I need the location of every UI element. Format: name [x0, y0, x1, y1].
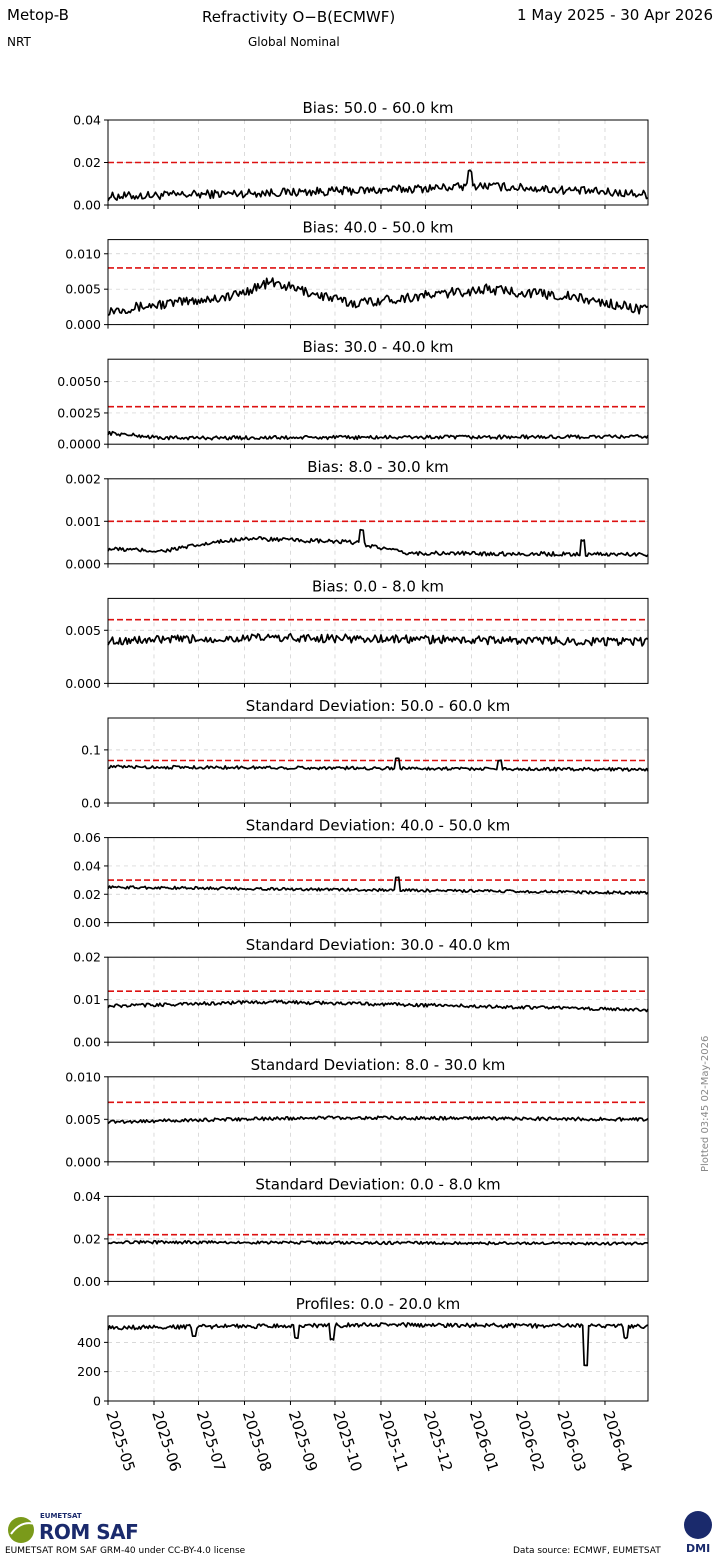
series-line-8	[108, 1116, 648, 1123]
plotted-timestamp: Plotted 03:45 02-May-2026	[700, 1035, 711, 1172]
logo-romsaf-text: ROM SAF	[39, 1520, 139, 1544]
y-tick-label: 0.04	[73, 1188, 101, 1204]
series-line-9	[108, 1241, 648, 1245]
y-tick-label: 0.0025	[57, 405, 101, 421]
y-tick-label: 0.0000	[57, 436, 101, 452]
x-tick-label: 2026-04	[599, 1408, 636, 1474]
date-range: 1 May 2025 - 30 Apr 2026	[517, 6, 713, 24]
y-tick-label: 0.02	[73, 155, 101, 170]
x-tick-label: 2026-01	[465, 1408, 503, 1474]
mode-label: NRT	[7, 35, 31, 49]
panel-frame-2	[108, 359, 648, 444]
x-tick-label: 2025-08	[238, 1408, 276, 1474]
y-tick-label: 0.02	[73, 949, 101, 965]
subtitle: Global Nominal	[248, 35, 340, 49]
y-tick-label: 0.010	[65, 246, 101, 262]
y-tick-label: 0.02	[73, 1231, 101, 1247]
logo-eumetsat-text: EUMETSAT	[40, 1512, 82, 1520]
dmi-crown-icon	[684, 1511, 712, 1539]
y-tick-label: 0.005	[65, 281, 101, 297]
y-tick-label: 0.005	[65, 622, 101, 638]
y-tick-label: 0.00	[73, 915, 101, 931]
y-tick-label: 0.01	[73, 992, 101, 1008]
x-tick-label: 2026-03	[553, 1408, 590, 1474]
y-tick-label: 0.010	[65, 1069, 101, 1085]
panel-title-6: Standard Deviation: 40.0 - 50.0 km	[245, 816, 511, 835]
y-tick-label: 0.0050	[57, 374, 101, 390]
license-text: EUMETSAT ROM SAF GRM-40 under CC-BY-4.0 license	[5, 1546, 246, 1556]
panel-title-4: Bias: 0.0 - 8.0 km	[311, 577, 445, 596]
panel-title-10: Profiles: 0.0 - 20.0 km	[295, 1295, 461, 1313]
x-tick-label: 2025-05	[102, 1408, 139, 1474]
series-line-3	[108, 530, 648, 557]
y-tick-label: 200	[77, 1364, 101, 1380]
y-tick-label: 0.002	[65, 471, 101, 487]
x-tick-label: 2025-06	[148, 1408, 185, 1474]
parameter-title: Refractivity O−B(ECMWF)	[202, 8, 396, 26]
y-tick-label: 0.000	[65, 317, 101, 333]
y-tick-label: 0.1	[81, 742, 101, 758]
x-tick-label: 2025-07	[192, 1408, 230, 1474]
y-tick-label: 0.00	[73, 1034, 101, 1050]
x-tick-label: 2025-10	[329, 1408, 366, 1474]
y-tick-label: 0.02	[73, 886, 101, 902]
y-tick-label: 0.000	[65, 556, 101, 572]
y-tick-label: 0.001	[65, 513, 101, 529]
series-line-0	[108, 170, 648, 201]
series-line-10	[108, 1323, 648, 1366]
satellite-title: Metop-B	[7, 6, 69, 24]
y-tick-label: 0.005	[65, 1111, 101, 1127]
series-line-1	[108, 278, 648, 315]
panel-title-0: Bias: 50.0 - 60.0 km	[302, 99, 454, 117]
x-tick-label: 2026-02	[511, 1408, 549, 1474]
series-line-2	[108, 432, 648, 440]
y-tick-label: 0.00	[73, 1273, 101, 1289]
rom-saf-logo-icon	[5, 1512, 39, 1546]
y-tick-label: 0.04	[73, 112, 101, 128]
y-tick-label: 400	[77, 1334, 101, 1350]
panel-title-9: Standard Deviation: 0.0 - 8.0 km	[255, 1175, 501, 1194]
panel-frame-1	[108, 240, 648, 325]
panel-title-1: Bias: 40.0 - 50.0 km	[302, 218, 454, 237]
x-tick-label: 2025-11	[375, 1408, 412, 1474]
y-tick-label: 0.04	[73, 858, 101, 874]
panel-frame-10	[108, 1316, 648, 1401]
panel-title-5: Standard Deviation: 50.0 - 60.0 km	[245, 697, 511, 715]
panel-title-3: Bias: 8.0 - 30.0 km	[307, 457, 449, 476]
series-line-4	[108, 634, 648, 646]
y-tick-label: 0.00	[73, 197, 101, 213]
y-tick-label: 0	[93, 1393, 101, 1409]
data-source-text: Data source: ECMWF, EUMETSAT	[513, 1546, 661, 1556]
panel-title-2: Bias: 30.0 - 40.0 km	[302, 338, 454, 357]
y-tick-label: 0.000	[65, 675, 101, 691]
x-tick-label: 2025-12	[419, 1408, 457, 1474]
panel-title-7: Standard Deviation: 30.0 - 40.0 km	[245, 936, 511, 955]
panel-title-8: Standard Deviation: 8.0 - 30.0 km	[250, 1055, 506, 1074]
series-line-7	[108, 1000, 648, 1011]
y-tick-label: 0.000	[65, 1154, 101, 1170]
y-tick-label: 0.06	[73, 830, 101, 846]
y-tick-label: 0.0	[81, 795, 101, 811]
dmi-logo-text: DMI	[686, 1542, 711, 1555]
x-tick-label: 2025-09	[284, 1408, 322, 1474]
